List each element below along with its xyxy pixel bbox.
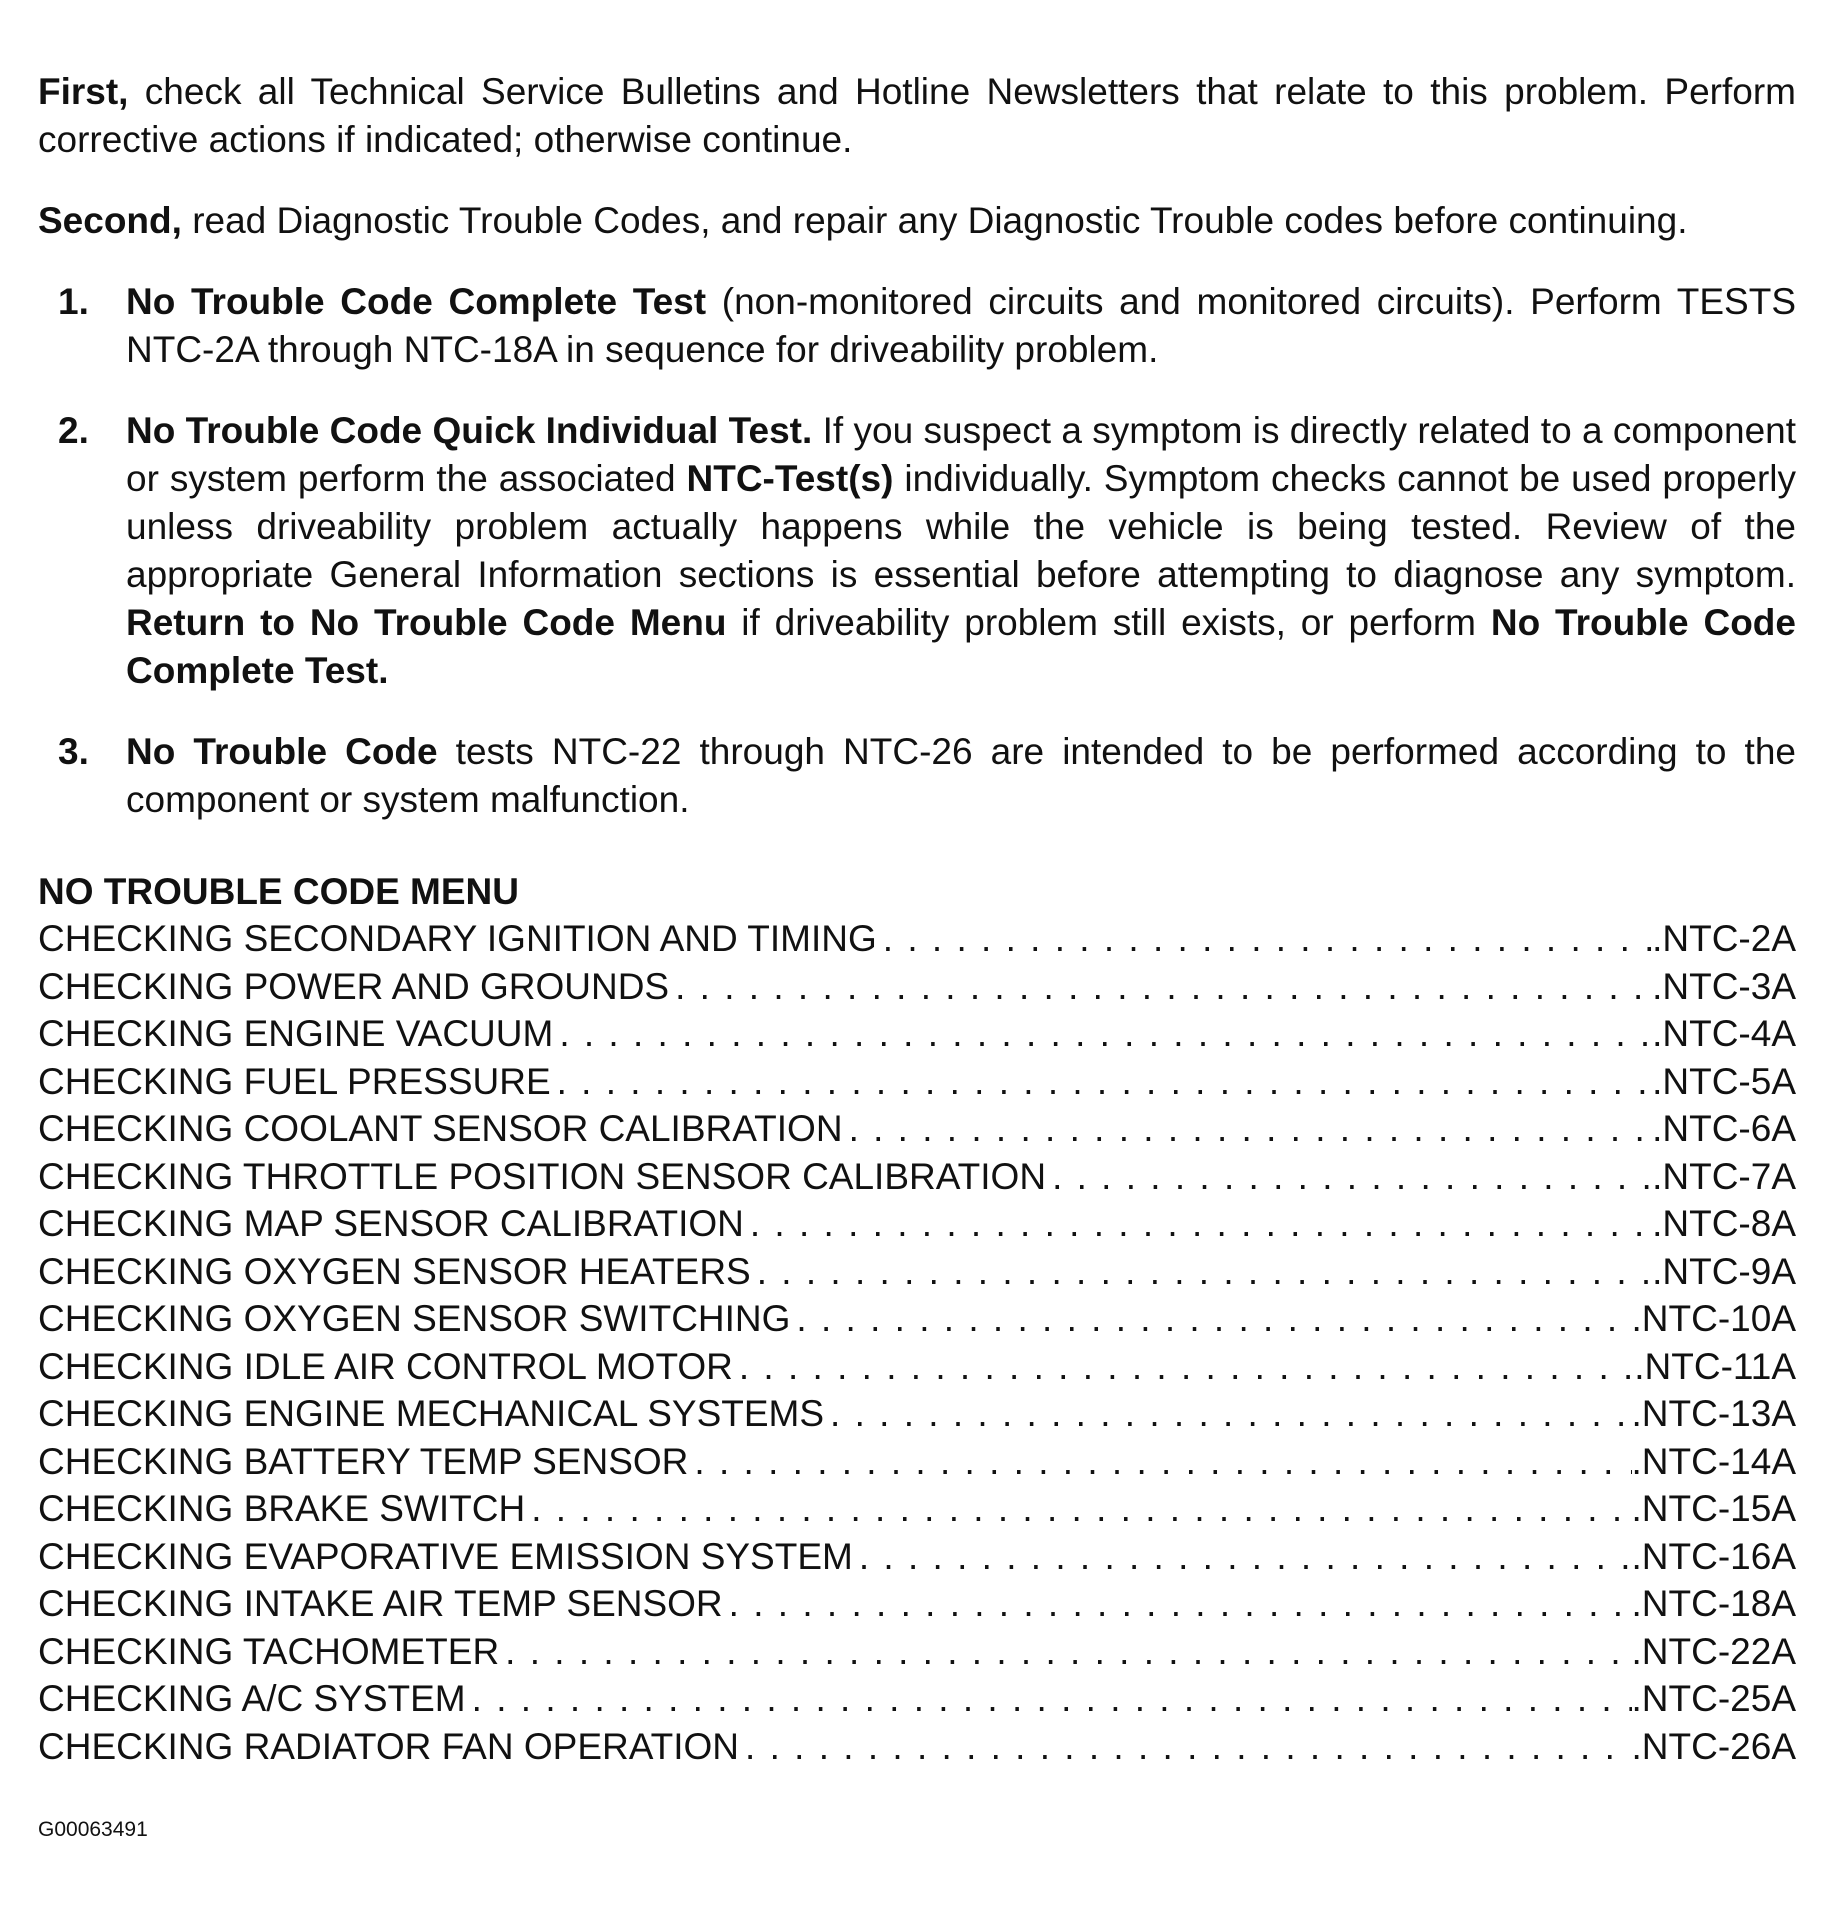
step-bold-complete-test: No Trouble Code Complete Test.: [126, 602, 1796, 691]
menu-item-label: CHECKING POWER AND GROUNDS: [38, 965, 670, 1007]
menu-item-code: .NTC-11A: [1634, 1345, 1796, 1387]
dot-leader: [853, 1533, 1632, 1581]
dot-leader: [466, 1675, 1632, 1723]
menu-item-label: CHECKING INTAKE AIR TEMP SENSOR: [38, 1583, 723, 1624]
dot-leader: [499, 1628, 1631, 1676]
menu-item: [38, 1105, 1796, 1153]
menu-item: [38, 1628, 1796, 1676]
menu-item-label: CHECKING COOLANT SENSOR CALIBRATION: [38, 1108, 843, 1149]
menu-item-code: .NTC-10A: [1631, 1298, 1796, 1339]
dot-leader: [733, 1343, 1634, 1391]
menu-item-code: .NTC-4A: [1652, 1013, 1796, 1054]
menu-list: [38, 915, 1796, 1770]
intro-second-paragraph: [38, 197, 1796, 245]
first-text: check all Technical Service Bulletins and Hotline Newsletters that relate to this problem. Perform corrective actions if indicated; otherwise continue.: [38, 71, 1796, 160]
menu-item: [38, 1010, 1796, 1058]
intro-first-paragraph: [38, 68, 1796, 164]
dot-leader: [688, 1438, 1631, 1486]
menu-item-code: .NTC-22A: [1631, 1630, 1796, 1672]
menu-item-label: CHECKING ENGINE VACUUM: [38, 1013, 554, 1054]
menu-item-label: CHECKING SECONDARY IGNITION AND TIMING: [38, 918, 877, 959]
dot-leader: [739, 1723, 1631, 1771]
dot-leader: [751, 1248, 1652, 1296]
menu-item-label: CHECKING FUEL PRESSURE: [38, 1060, 551, 1102]
menu-item: [38, 1343, 1796, 1391]
second-lead: Second,: [38, 200, 182, 241]
menu-item-code: .NTC-14A: [1631, 1440, 1796, 1482]
menu-item-code: .NTC-15A: [1631, 1488, 1796, 1529]
dot-leader: [723, 1580, 1632, 1628]
step-1: [38, 278, 1796, 374]
menu-item-label: CHECKING RADIATOR FAN OPERATION: [38, 1725, 740, 1767]
step-bold-ntc-tests: NTC-Test(s): [686, 458, 894, 499]
menu-item-code: .NTC-16A: [1631, 1535, 1796, 1577]
menu-item-label: CHECKING OXYGEN SENSOR HEATERS: [38, 1250, 751, 1292]
dot-leader: [669, 963, 1652, 1011]
second-text: read Diagnostic Trouble Codes, and repair any Diagnostic Trouble codes before continuing.: [181, 200, 1688, 241]
dot-leader: [553, 1010, 1652, 1058]
menu-item: [38, 1675, 1796, 1723]
menu-item: [38, 1248, 1796, 1296]
no-trouble-code-menu: [38, 868, 1796, 1770]
dot-leader: [744, 1200, 1652, 1248]
step-bold-return-menu: Return to No Trouble Code Menu: [126, 602, 727, 643]
menu-item-code: .NTC-6A: [1652, 1108, 1796, 1149]
menu-item-label: CHECKING ENGINE MECHANICAL SYSTEMS: [38, 1393, 825, 1434]
procedure-steps: [38, 278, 1796, 824]
menu-item-label: CHECKING BRAKE SWITCH: [38, 1488, 526, 1529]
menu-item-label: CHECKING A/C SYSTEM: [38, 1678, 466, 1719]
menu-title: NO TROUBLE CODE MENU: [38, 871, 519, 912]
menu-item-label: CHECKING MAP SENSOR CALIBRATION: [38, 1203, 744, 1244]
step-number: 1.: [58, 281, 89, 322]
menu-item-code: .NTC-2A: [1652, 918, 1796, 959]
menu-item-code: .NTC-13A: [1631, 1393, 1796, 1434]
dot-leader: [525, 1485, 1631, 1533]
step-text: (non-monitored circuits and monitored circuits). Perform TESTS NTC-2A through NTC-18A in sequence for driveability problem.: [126, 281, 1796, 370]
menu-item-label: CHECKING EVAPORATIVE EMISSION SYSTEM: [38, 1535, 853, 1577]
figure-id: G00063491: [38, 1818, 148, 1841]
menu-item: [38, 1533, 1796, 1581]
menu-item-code: .NTC-18A: [1631, 1583, 1796, 1624]
menu-item-code: .NTC-3A: [1652, 965, 1796, 1007]
menu-item-code: .NTC-5A: [1652, 1060, 1796, 1102]
dot-leader: [1046, 1153, 1652, 1201]
dot-leader: [790, 1295, 1631, 1343]
step-number: 3.: [58, 731, 89, 772]
step-text: if driveability problem still exists, or perform: [726, 602, 1491, 643]
menu-item-code: .NTC-8A: [1652, 1203, 1796, 1244]
menu-item-code: .NTC-25A: [1631, 1678, 1796, 1719]
step-number: 2.: [58, 410, 89, 451]
menu-item-code: .NTC-7A: [1652, 1155, 1796, 1197]
menu-item-label: CHECKING TACHOMETER: [38, 1630, 500, 1672]
dot-leader: [877, 915, 1652, 963]
menu-item-code: .NTC-26A: [1631, 1725, 1796, 1767]
menu-item-label: CHECKING THROTTLE POSITION SENSOR CALIBRATION: [38, 1155, 1047, 1197]
step-lead: No Trouble Code Quick Individual Test.: [126, 410, 813, 451]
menu-item: [38, 1200, 1796, 1248]
first-lead: First,: [38, 71, 129, 112]
menu-item: [38, 963, 1796, 1011]
step-text: individually. Symptom checks cannot be used properly unless driveability problem actually happens while the vehicle is being tested. Review of the appropriate General Information sections is essential before attempting to diagnose any symptom.: [126, 458, 1797, 595]
menu-item-label: CHECKING BATTERY TEMP SENSOR: [38, 1440, 689, 1482]
menu-item: [38, 1153, 1796, 1201]
step-lead: No Trouble Code Complete Test: [126, 281, 707, 322]
dot-leader: [824, 1390, 1631, 1438]
menu-item: [38, 1058, 1796, 1106]
menu-item: [38, 1390, 1796, 1438]
menu-item: [38, 1723, 1796, 1771]
menu-item: [38, 1485, 1796, 1533]
menu-item: [38, 915, 1796, 963]
step-2: [38, 407, 1796, 695]
menu-item-label: CHECKING OXYGEN SENSOR SWITCHING: [38, 1298, 791, 1339]
step-text: If you suspect a symptom is directly related to a component or system perform the associated: [126, 410, 1797, 499]
step-3: [38, 728, 1796, 824]
menu-item: [38, 1580, 1796, 1628]
step-lead: No Trouble Code: [126, 731, 438, 772]
menu-item-code: .NTC-9A: [1652, 1250, 1796, 1292]
menu-item: [38, 1438, 1796, 1486]
menu-item: [38, 1295, 1796, 1343]
step-text: tests NTC-22 through NTC-26 are intended to be performed according to the component or system malfunction.: [126, 731, 1796, 820]
menu-item-label: CHECKING IDLE AIR CONTROL MOTOR: [38, 1345, 733, 1387]
dot-leader: [551, 1058, 1652, 1106]
dot-leader: [843, 1105, 1653, 1153]
